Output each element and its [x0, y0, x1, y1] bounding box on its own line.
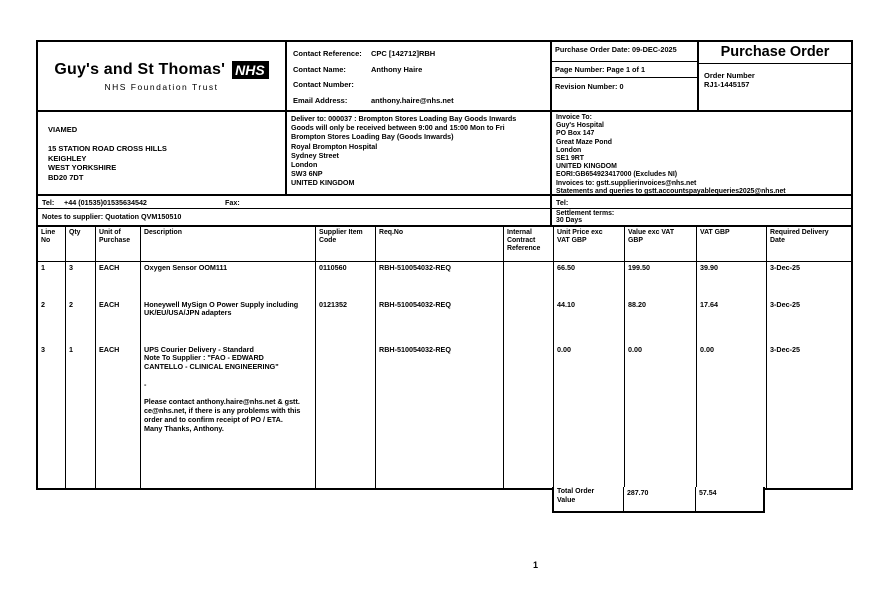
field-label: Contact Number:: [293, 80, 354, 89]
deliver-to-line: SW3 6NP: [291, 169, 323, 179]
total-order-value-label: Total Order Value: [554, 487, 624, 511]
order-number: Order Number RJ1-1445157: [704, 71, 755, 89]
item-cell: 199.50: [625, 262, 697, 299]
item-cell: EACH: [96, 344, 141, 488]
field-value: CPC [142712]RBH: [371, 49, 436, 58]
order-totals: [552, 487, 765, 513]
item-cell: 0110560: [316, 262, 376, 299]
items-header: [38, 227, 851, 262]
header-top-row: [38, 42, 851, 112]
deliver-to-address: [287, 112, 552, 194]
item-cell: 44.10: [554, 299, 625, 344]
notes-to-supplier: Notes to supplier: Quotation QVM150510: [42, 212, 182, 221]
deliver-to-line: Deliver to: 000037 : Brompton Stores Loading Bay Goods Inwards: [291, 114, 517, 123]
document-title: Purchase Order: [699, 42, 851, 64]
item-cell: EACH: [96, 299, 141, 344]
revision-number: Revision Number: 0: [555, 82, 624, 91]
supplier-address-line: WEST YORKSHIRE: [48, 163, 117, 172]
deliver-to-line: Goods will only be received between 9:00 and 15:00 Mon to Fri: [291, 123, 505, 133]
tel-label: Tel:: [42, 198, 55, 207]
item-cell: 2: [66, 299, 96, 344]
item-cell: Oxygen Sensor OOM111: [141, 262, 316, 299]
order-info-cell: [552, 42, 851, 110]
item-cell: UPS Courier Delivery - Standard Note To Supplier : "FAO - EDWARD CANTELLO - CLINICAL ENGINEERING" - Please contact anthony.haire@nhs.net & gstt. ce@nhs.net, if there is any problems with this order and to confirm receipt of PO / ETA. Many Thanks, Anthony.: [141, 344, 316, 488]
invoice-to-line: Statements and queries to gstt.accountspayablequeries2025@nhs.net: [556, 187, 786, 195]
deliver-to-line: UNITED KINGDOM: [291, 178, 355, 188]
settlement-terms: Settlement terms: 30 Days: [556, 210, 615, 225]
item-cell: RBH-510054032-REQ: [376, 299, 504, 344]
column-header: Internal Contract Reference: [504, 227, 554, 261]
item-cell: 3: [66, 262, 96, 299]
column-header: VAT GBP: [697, 227, 767, 261]
contact-line: [293, 49, 544, 58]
item-cell: [504, 344, 554, 488]
column-header: Required Delivery Date: [770, 228, 829, 244]
column-header: Req.No: [376, 227, 504, 261]
contact-line: [293, 65, 544, 74]
invoice-tel-label: Tel:: [552, 196, 851, 209]
column-header: Qty: [66, 227, 96, 261]
column-header: Line No: [38, 227, 66, 261]
deliver-to-line: Brompton Stores Loading Bay (Goods Inwards): [291, 132, 454, 142]
invoice-to-line: PO Box 147: [556, 130, 595, 138]
trust-name: Guy's and St Thomas': [54, 60, 226, 78]
invoice-to-line: Great Maze Pond: [556, 138, 612, 146]
item-cell: 0.00: [625, 344, 697, 488]
tel-value: +44 (01535)01535634542: [64, 198, 147, 207]
item-cell: Honeywell MySign O Power Supply including UK/EU/USA/JPN adapters: [141, 299, 316, 344]
item-cell: 0121352: [316, 299, 376, 344]
supplier-address-line: 15 STATION ROAD CROSS HILLS: [48, 144, 167, 153]
contact-line: [293, 80, 544, 89]
item-cell: 1: [38, 262, 66, 299]
item-cell: 66.50: [554, 262, 625, 299]
item-cell: EACH: [96, 262, 141, 299]
item-cell: [504, 262, 554, 299]
invoice-to-line: London: [556, 146, 582, 154]
column-header: Supplier Item Code: [316, 227, 376, 261]
page-number: Page Number: Page 1 of 1: [552, 62, 697, 78]
contact-details: [287, 42, 552, 110]
item-cell: 3-Dec-25: [770, 262, 800, 272]
footer-page-number: 1: [533, 560, 539, 570]
invoice-to-line: Guy's Hospital: [556, 122, 604, 130]
fax-label: Fax:: [225, 198, 240, 207]
header-address-row: [38, 112, 851, 196]
field-label: Email Address:: [293, 95, 348, 105]
tel-fax-row: [38, 196, 550, 209]
invoice-to-line: SE1 9RT: [556, 155, 584, 163]
item-cell: 2: [38, 299, 66, 344]
purchase-order-date: Purchase Order Date: 09-DEC-2025: [552, 42, 697, 62]
field-value: anthony.haire@nhs.net: [371, 95, 454, 105]
item-cell: [316, 344, 376, 488]
deliver-to-line: Sydney Street: [291, 150, 339, 160]
invoice-to-line: UNITED KINGDOM: [556, 163, 617, 171]
supplier-address-line: VIAMED: [48, 125, 78, 134]
purchase-order-document: [36, 40, 853, 490]
supplier-address-line: KEIGHLEY: [48, 153, 87, 163]
total-vat: 57.54: [699, 490, 717, 497]
trust-logo-cell: [38, 42, 287, 110]
deliver-to-line: Royal Brompton Hospital: [291, 141, 378, 151]
item-cell: 39.90: [697, 262, 767, 299]
invoice-to-line: Invoice To:: [556, 114, 592, 121]
item-cell: [504, 299, 554, 344]
items-body: [38, 262, 851, 488]
nhs-logo-icon: NHS: [232, 61, 269, 79]
item-cell: 0.00: [697, 344, 767, 488]
item-cell: 17.64: [697, 299, 767, 344]
item-cell: 88.20: [625, 299, 697, 344]
column-header: Unit Price exc VAT GBP: [554, 227, 625, 261]
column-header: Value exc VAT GBP: [625, 227, 697, 261]
item-cell: 3: [38, 344, 66, 488]
field-value: Anthony Haire: [371, 64, 423, 74]
supplier-address-line: [48, 135, 275, 145]
invoice-to-address: [552, 112, 851, 194]
invoice-to-line: Invoices to: gstt.supplierinvoices@nhs.net: [556, 179, 697, 187]
item-cell: 0.00: [554, 344, 625, 488]
trust-subtitle: NHS Foundation Trust: [104, 81, 219, 92]
field-label: Contact Name:: [293, 64, 346, 74]
supplier-address-line: BD20 7DT: [48, 172, 84, 182]
item-cell: RBH-510054032-REQ: [376, 344, 504, 488]
total-value-exc-vat: 287.70: [624, 487, 696, 511]
item-cell: 3-Dec-25: [770, 299, 800, 309]
column-header: Description: [141, 227, 316, 261]
item-cell: 1: [66, 344, 96, 488]
tel-notes-row: [38, 196, 851, 227]
deliver-to-line: London: [291, 160, 318, 170]
column-header: Unit of Purchase: [96, 227, 141, 261]
item-cell: RBH-510054032-REQ: [376, 262, 504, 299]
invoice-to-line: EORI:GB654923417000 (Excludes NI): [556, 171, 678, 179]
item-cell: 3-Dec-25: [770, 344, 800, 354]
field-label: Contact Reference:: [293, 49, 362, 58]
contact-line: [293, 96, 544, 105]
supplier-address: [38, 112, 287, 194]
